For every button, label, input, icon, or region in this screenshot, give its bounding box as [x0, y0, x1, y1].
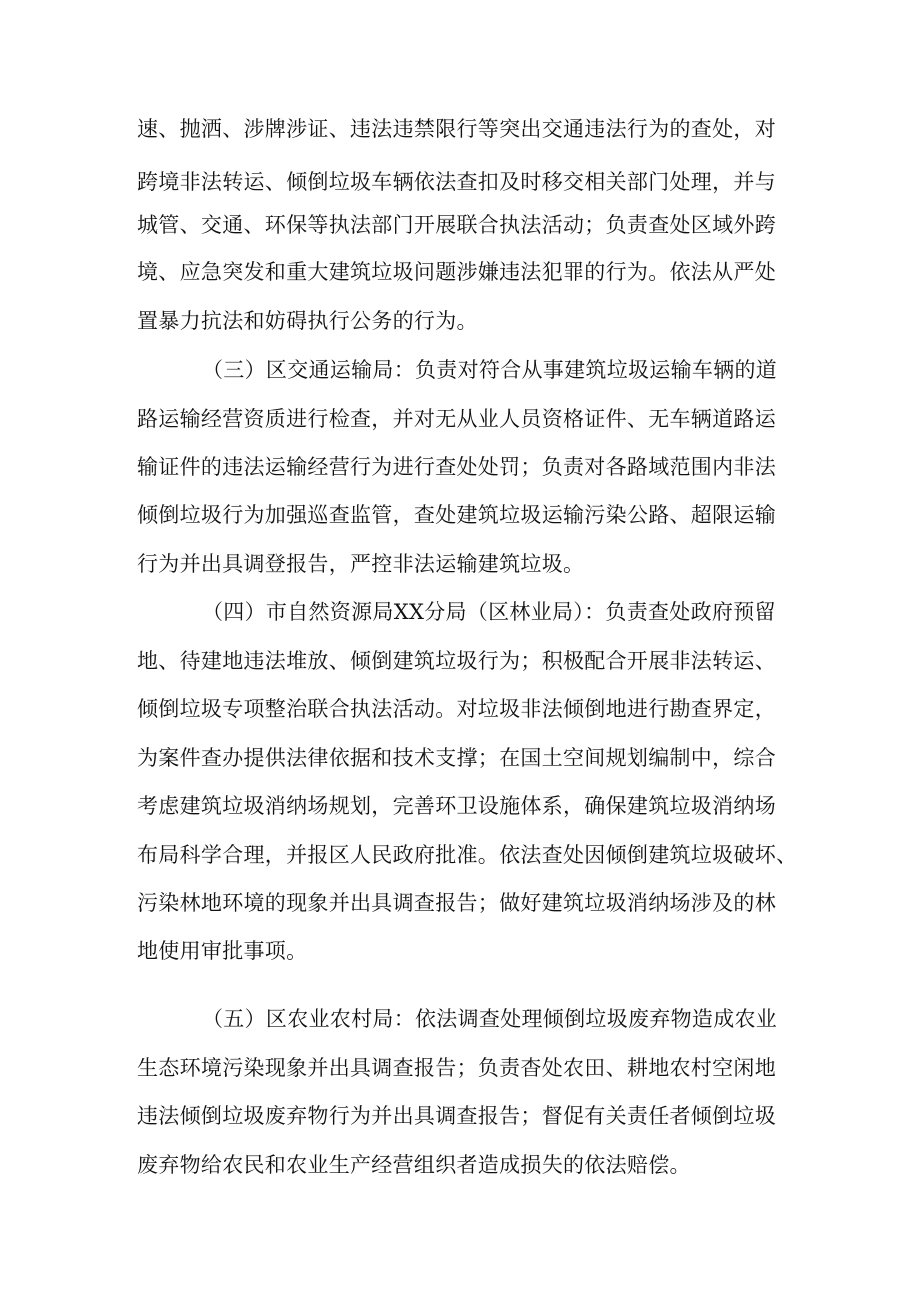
- text-line: 输证件的违法运输经营行为进行查处处罚；负责对各路域范围内非法: [137, 455, 776, 479]
- text-line: 城管、交通、环保等执法部门开展联合执法活动；负责查处区域外跨: [137, 213, 776, 237]
- text-line: 废弃物给农民和农业生产经营组织者造成损失的依法赔偿。: [137, 1153, 691, 1177]
- paragraph-heading-line: （四）市自然资源局XX分局（区林业局）：负责查处政府预留: [202, 600, 776, 624]
- text-line: 考虑建筑垃圾消纳场规划，完善环卫设施体系，确保建筑垃圾消纳场: [137, 794, 776, 818]
- text-line: 倾倒垃圾行为加强巡查监管，查处建筑垃圾运输污染公路、超限运输: [137, 503, 776, 527]
- text-line: 置暴力抗法和妨碍执行公务的行为。: [137, 309, 478, 333]
- text-line: 路运输经营资质进行检查，并对无从业人员资格证件、无车辆道路运: [137, 407, 776, 431]
- text-line: 地、待建地违法堆放、倾倒建筑垃圾行为；积极配合开展非法转运、: [137, 649, 776, 673]
- text-line: 倾倒垃圾专项整治联合执法活动。对垃圾非法倾倒地进行勘查界定，: [137, 697, 776, 721]
- text-line: 污染林地环境的现象并出具调查报告；做好建筑垃圾消纳场涉及的林: [137, 891, 776, 915]
- text-line: 速、抛洒、涉牌涉证、违法违禁限行等突出交通违法行为的查处，对: [137, 117, 776, 141]
- text-line: 违法倾倒垃圾废弃物行为并出具调查报告；督促有关责任者倾倒垃圾: [137, 1104, 776, 1128]
- text-line: 布局科学合理，并报区人民政府批准。依法查处因倾倒建筑垃圾破坏、: [137, 843, 798, 867]
- text-line: 跨境非法转运、倾倒垃圾车辆依法查扣及时移交相关部门处理，并与: [137, 170, 776, 194]
- text-line: 生态环境污染现象并出具调查报告；负责杳处农田、耕地农村空闲地: [137, 1056, 776, 1080]
- text-line: 为案件查办提供法律依据和技术支撑；在国土空间规划编制中，综合: [137, 746, 776, 770]
- text-line: 境、应急突发和重大建筑垃圾问题涉嫌违法犯罪的行为。依法从严处: [137, 260, 776, 284]
- paragraph-heading-line: （三）区交通运输局：负责对符合从事建筑垃圾运输车辆的道: [202, 358, 778, 382]
- text-line: 地使用审批事项。: [137, 939, 308, 963]
- text-line: 行为并出具调登报告，严控非法运输建筑垃圾。: [137, 552, 585, 576]
- paragraph-heading-line: （五）区农业农村局：依法调查处理倾倒垃圾废弃物造成农业: [202, 1007, 778, 1031]
